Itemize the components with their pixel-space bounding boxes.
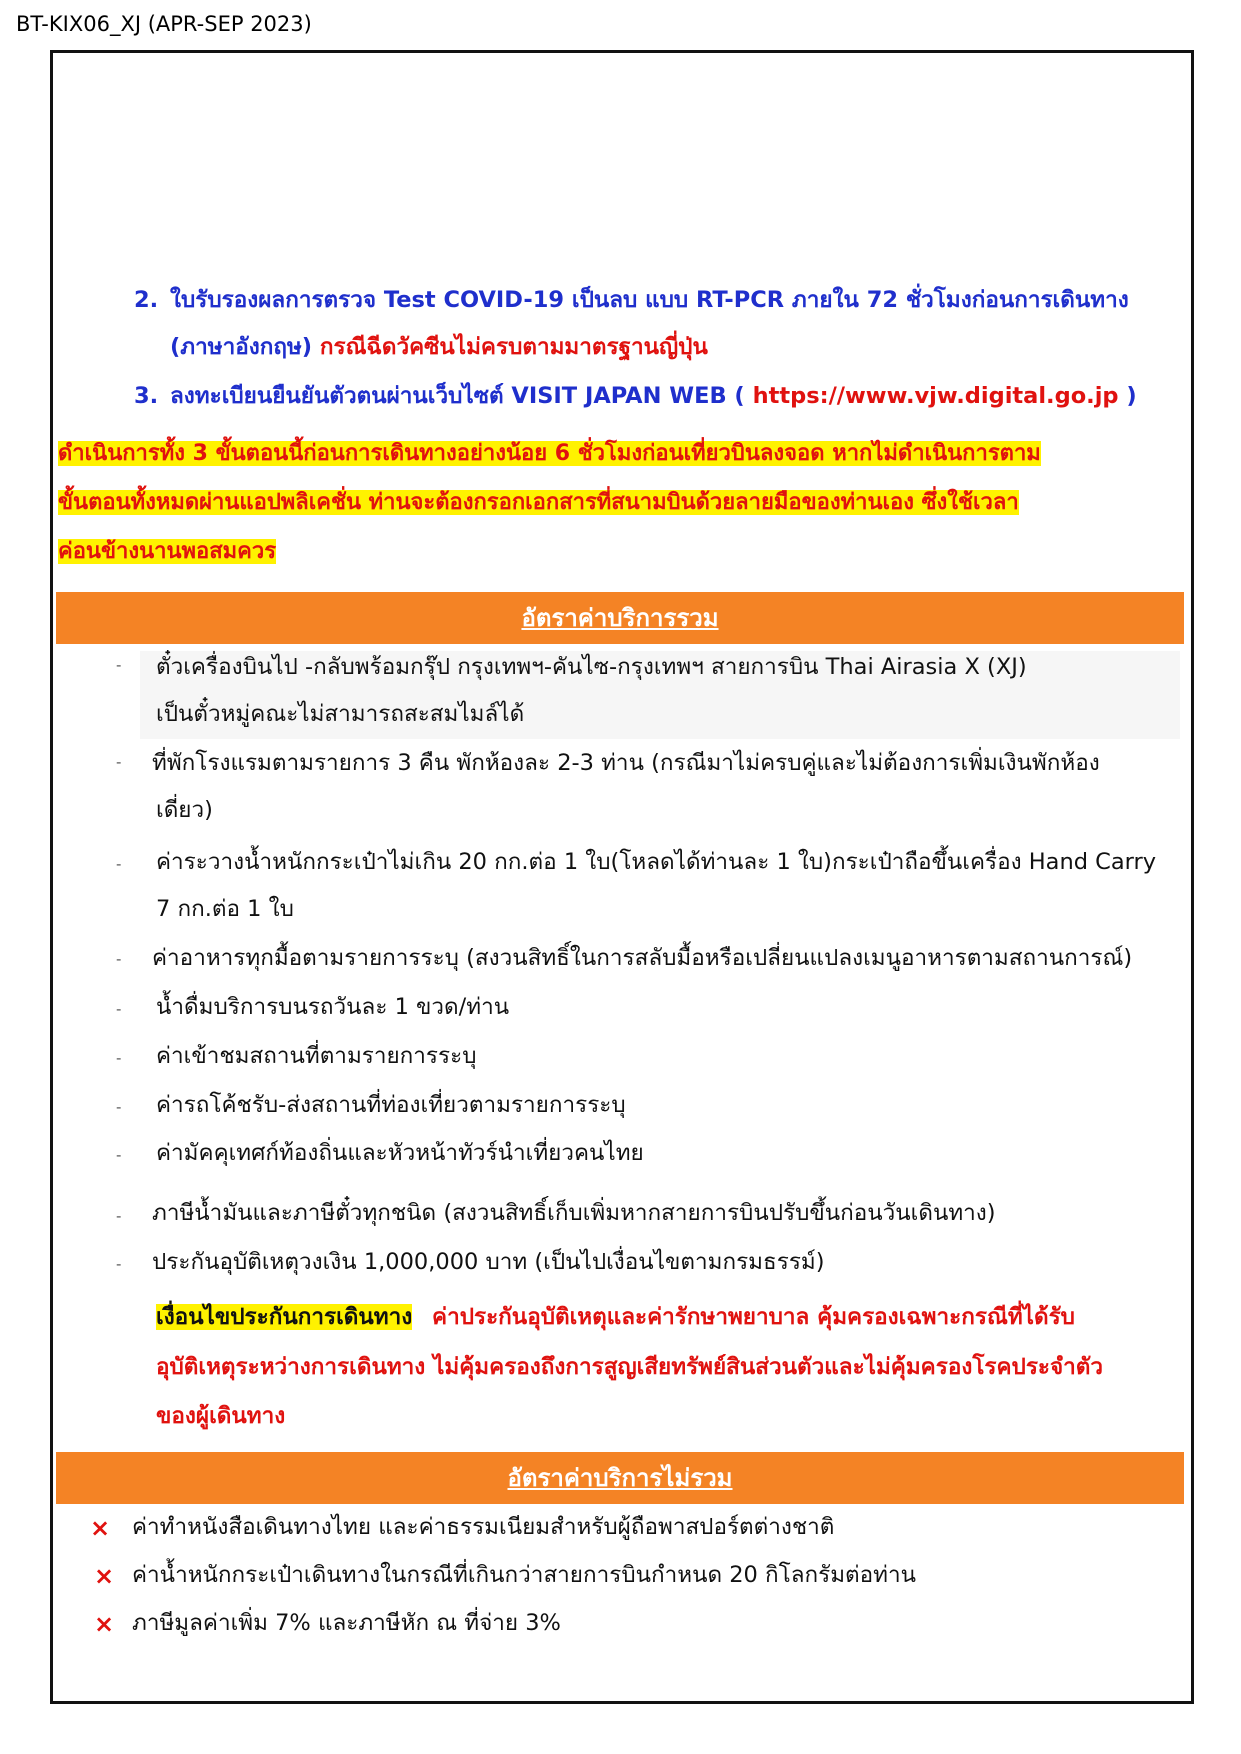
- insurance-line-2: อุบัติเหตุระหว่างการเดินทาง ไม่คุ้มครองถึงการสูญเสียทรัพย์สินส่วนตัวและไม่คุ้มครองโรคประจำตัว: [156, 1354, 1104, 1380]
- included-item-10: ประกันอุบัติเหตุวงเงิน 1,000,000 บาท (เป็นไปเงื่อนไขตามกรมธรรม์): [152, 1249, 825, 1275]
- step-2-language-note: (ภาษาอังกฤษ): [170, 334, 313, 360]
- included-item-1-line2: เป็นตั๋วหมู่คณะไม่สามารถสะสมไมล์ได้: [156, 701, 525, 727]
- bullet: -: [116, 1098, 122, 1116]
- x-mark-icon: ×: [94, 1610, 115, 1638]
- notice-line-2-text: ขั้นตอนทั้งหมดผ่านแอปพลิเคชั่น ท่านจะต้องกรอกเอกสารที่สนามบินด้วยลายมือของท่านเอง ซึ่งใช้เวลา: [58, 490, 1019, 515]
- step-3-number: 3.: [134, 383, 159, 409]
- step-3-close: ): [1126, 383, 1137, 409]
- step-3-text: ลงทะเบียนยืนยันตัวตนผ่านเว็บไซต์ VISIT JAPAN WEB (: [170, 383, 745, 409]
- bullet: -: [116, 950, 122, 968]
- included-item-3-line1: ค่าระวางน้ำหนักกระเป๋าไม่เกิน 20 กก.ต่อ 1 ใบ(โหลดได้ท่านละ 1 ใบ)กระเป๋าถือขึ้นเครื่อง Hand Carry: [156, 849, 1157, 875]
- excluded-title: อัตราค่าบริการไม่รวม: [507, 1464, 733, 1492]
- document-code: BT-KIX06_XJ (APR-SEP 2023): [16, 12, 312, 36]
- step-2-line2: [170, 330, 708, 364]
- bullet: -: [116, 1255, 122, 1273]
- included-item-1-line1: ตั๋วเครื่องบินไป -กลับพร้อมกรุ๊ป กรุงเทพฯ-คันไซ-กรุงเทพฯ สายการบิน Thai Airasia X (XJ): [156, 654, 1027, 680]
- included-item-9: ภาษีน้ำมันและภาษีตั๋วทุกชนิด (สงวนสิทธิ์เก็บเพิ่มหากสายการบินปรับขึ้นก่อนวันเดินทาง): [152, 1200, 996, 1226]
- included-item-4: ค่าอาหารทุกมื้อตามรายการระบุ (สงวนสิทธิ์ในการสลับมื้อหรือเปลี่ยนแปลงเมนูอาหารตามสถานการณ์): [152, 945, 1133, 971]
- included-item-2-line1: ที่พักโรงแรมตามรายการ 3 คืน พักห้องละ 2-3 ท่าน (กรณีมาไม่ครบคู่และไม่ต้องการเพิ่มเงินพักห้อง: [152, 750, 1100, 776]
- bullet: -: [116, 656, 122, 674]
- excluded-item-1: ค่าทำหนังสือเดินทางไทย และค่าธรรมเนียมสำหรับผู้ถือพาสปอร์ตต่างชาติ: [132, 1514, 835, 1540]
- insurance-line-1: [156, 1300, 1075, 1334]
- included-title: อัตราค่าบริการรวม: [521, 604, 719, 632]
- step-2-vaccine-note: กรณีฉีดวัคซีนไม่ครบตามมาตรฐานญี่ปุ่น: [319, 334, 708, 360]
- excluded-item-3: ภาษีมูลค่าเพิ่ม 7% และภาษีหัก ณ ที่จ่าย 3%: [132, 1610, 561, 1636]
- included-item-7: ค่ารถโค้ชรับ-ส่งสถานที่ท่องเที่ยวตามรายการระบุ: [156, 1092, 626, 1118]
- included-item-8: ค่ามัคคุเทศก์ท้องถิ่นและหัวหน้าทัวร์นำเที่ยวคนไทย: [156, 1140, 644, 1166]
- insurance-line-3: ของผู้เดินทาง: [156, 1403, 286, 1429]
- insurance-text-1: ค่าประกันอุบัติเหตุและค่ารักษาพยาบาล คุ้มครองเฉพาะกรณีที่ได้รับ: [432, 1304, 1075, 1330]
- step-3-line: [170, 379, 1137, 413]
- insurance-label: เงื่อนไขประกันการเดินทาง: [156, 1304, 413, 1330]
- x-mark-icon: ×: [94, 1562, 115, 1590]
- included-item-2-line2: เดี่ยว): [156, 797, 213, 823]
- notice-line-2: [58, 486, 1019, 520]
- notice-line-1: [58, 437, 1041, 471]
- bullet: -: [116, 1146, 122, 1164]
- notice-line-3: [58, 535, 276, 569]
- included-item-6: ค่าเข้าชมสถานที่ตามรายการระบุ: [156, 1043, 477, 1069]
- notice-line-3-text: ค่อนข้างนานพอสมควร: [58, 539, 277, 564]
- included-item-5: น้ำดื่มบริการบนรถวันละ 1 ขวด/ท่าน: [156, 994, 510, 1020]
- excluded-item-2: ค่าน้ำหนักกระเป๋าเดินทางในกรณีที่เกินกว่าสายการบินกำหนด 20 กิโลกรัมต่อท่าน: [132, 1562, 917, 1588]
- excluded-header-bar: [56, 1452, 1184, 1504]
- step-2-number: 2.: [134, 287, 159, 313]
- bullet: -: [116, 1049, 122, 1067]
- bullet: -: [116, 855, 122, 873]
- bullet: -: [116, 1207, 122, 1225]
- included-item-3-line2: 7 กก.ต่อ 1 ใบ: [156, 896, 294, 922]
- included-header-bar: [56, 592, 1184, 644]
- step-3-link[interactable]: https://www.vjw.digital.go.jp: [752, 383, 1119, 409]
- bullet: -: [116, 1000, 122, 1018]
- notice-line-1-text: ดำเนินการทั้ง 3 ขั้นตอนนี้ก่อนการเดินทางอย่างน้อย 6 ชั่วโมงก่อนเที่ยวบินลงจอด หากไม่ดำเนินการตาม: [58, 441, 1041, 466]
- x-mark-icon: ×: [90, 1514, 111, 1542]
- bullet: -: [116, 753, 122, 771]
- step-2-line1: ใบรับรองผลการตรวจ Test COVID-19 เป็นลบ แบบ RT-PCR ภายใน 72 ชั่วโมงก่อนการเดินทาง: [170, 287, 1129, 313]
